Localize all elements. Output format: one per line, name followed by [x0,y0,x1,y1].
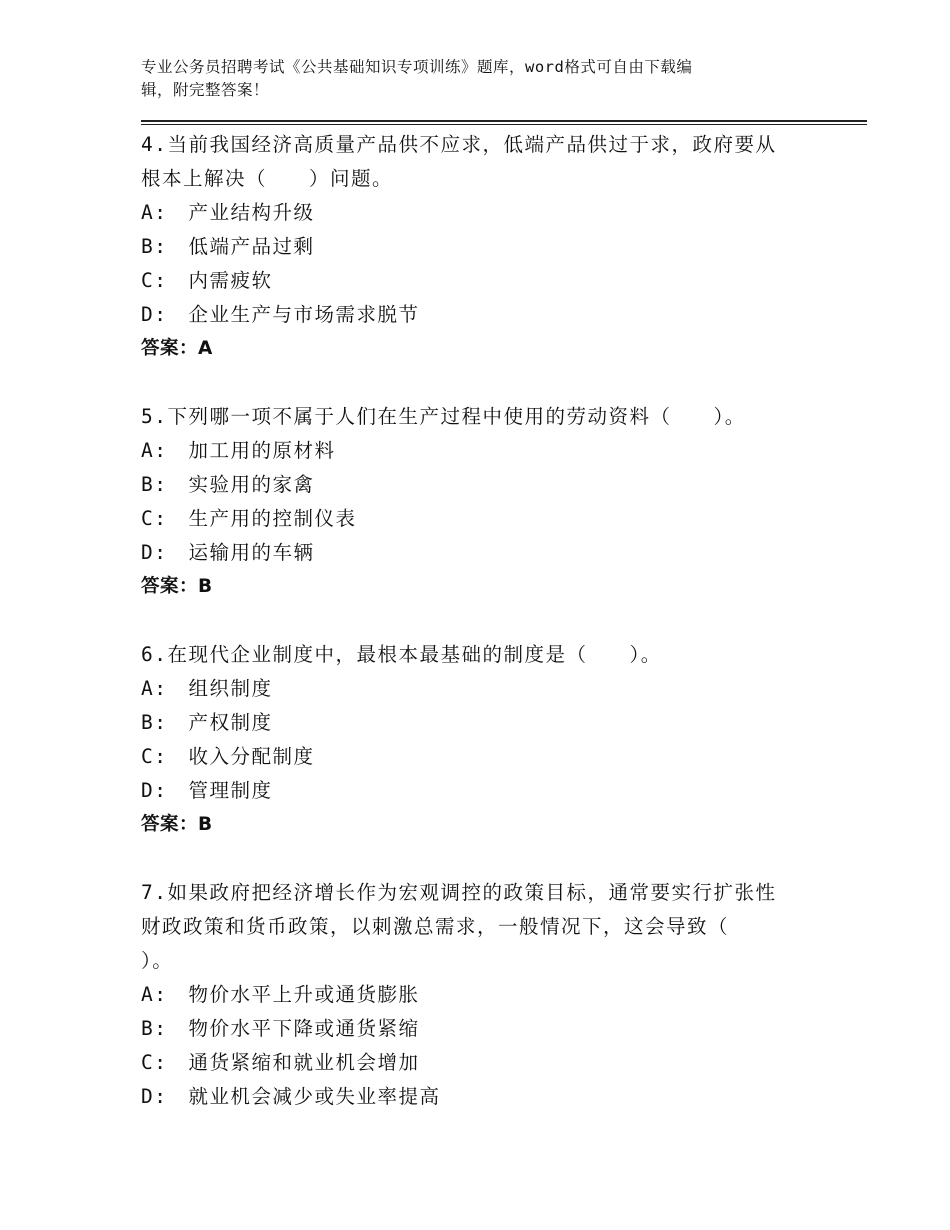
header-rule-thin [141,124,867,125]
header-line-2: 辑，附完整答案！ [141,81,270,99]
answer-label: 答案：A [141,338,213,359]
document-header [141,56,791,102]
option-c: C: 收入分配制度 [141,745,315,768]
option-b: B: 实验用的家禽 [141,473,315,496]
option-b: B: 产权制度 [141,711,273,734]
spacer [141,366,831,400]
answer-label: 答案：B [141,576,213,597]
option-c: C: 生产用的控制仪表 [141,507,357,530]
question-stem-line: 财政政策和货币政策，以刺激总需求，一般情况下，这会导致（ [141,915,730,938]
question-6 [141,638,831,842]
option-d: D: 就业机会减少或失业率提高 [141,1085,441,1108]
option-b: B: 低端产品过剩 [141,235,315,258]
question-stem-line: ）。 [141,949,174,972]
option-d: D: 运输用的车辆 [141,541,315,564]
question-stem-line: 5.下列哪一项不属于人们在生产过程中使用的劳动资料（ ）。 [141,405,746,428]
option-a: A: 物价水平上升或通货膨胀 [141,983,420,1006]
option-a: A: 产业结构升级 [141,201,315,224]
spacer [141,604,831,638]
question-stem-line: 4.当前我国经济高质量产品供不应求，低端产品供过于求，政府要从 [141,133,777,156]
option-d: D: 企业生产与市场需求脱节 [141,303,420,326]
question-4 [141,128,831,366]
question-7 [141,876,831,1114]
option-a: A: 加工用的原材料 [141,439,336,462]
option-c: C: 内需疲软 [141,269,273,292]
header-rule-thick [141,120,867,122]
header-line-1: 专业公务员招聘考试《公共基础知识专项训练》题库，word格式可自由下载编 [141,58,693,76]
option-b: B: 物价水平下降或通货紧缩 [141,1017,420,1040]
question-stem-line: 6.在现代企业制度中，最根本最基础的制度是（ ）。 [141,643,662,666]
question-list [141,128,831,1114]
spacer [141,842,831,876]
option-a: A: 组织制度 [141,677,273,700]
answer-label: 答案：B [141,814,213,835]
question-5 [141,400,831,604]
question-stem-line: 根本上解决（ ）问题。 [141,167,394,190]
question-stem-line: 7.如果政府把经济增长作为宏观调控的政策目标，通常要实行扩张性 [141,881,777,904]
option-c: C: 通货紧缩和就业机会增加 [141,1051,420,1074]
option-d: D: 管理制度 [141,779,273,802]
